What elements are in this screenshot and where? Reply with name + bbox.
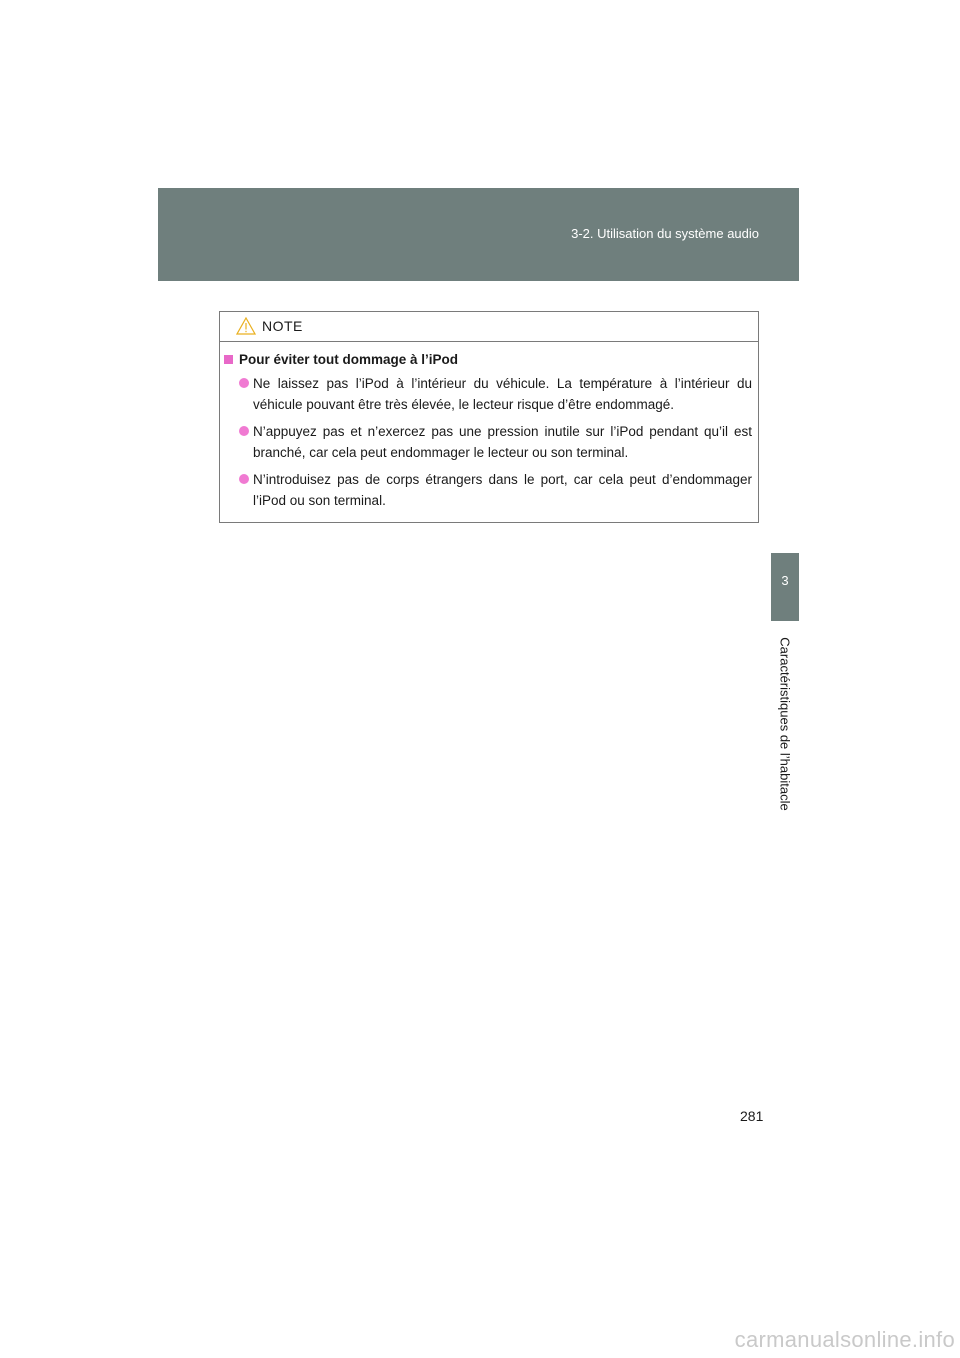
list-item [224, 421, 752, 463]
note-subheading [224, 352, 752, 367]
chapter-number-tab: 3 [771, 553, 799, 621]
list-item [224, 469, 752, 511]
note-subheading-text: Pour éviter tout dommage à l’iPod [239, 352, 459, 367]
note-header [220, 312, 758, 342]
list-item-text: N’appuyez pas et n’exercez pas une pression inutile sur l’iPod pendant qu’il est branché, car cela peut endommager le lecteur ou son terminal. [253, 424, 752, 460]
page-number: 281 [740, 1108, 764, 1124]
header-band [158, 188, 799, 281]
section-title: 3-2. Utilisation du système audio [571, 226, 759, 241]
watermark: carmanualsonline.info [734, 1327, 955, 1352]
bullet-icon [239, 474, 249, 484]
note-box [219, 311, 759, 523]
chapter-label: Caractéristiques de l’habitacle [777, 637, 793, 811]
note-title: NOTE [262, 318, 303, 334]
bullet-icon [239, 378, 249, 388]
bullet-icon [239, 426, 249, 436]
note-body [220, 342, 758, 511]
warning-triangle-icon [236, 317, 256, 335]
list-item-text: Ne laissez pas l’iPod à l’intérieur du véhicule. La température à l’intérieur du véhicule pouvant être très élevée, le lecteur risque d’être endommagé. [253, 376, 752, 412]
square-bullet-icon [224, 355, 233, 364]
list-item [224, 373, 752, 415]
list-item-text: N’introduisez pas de corps étrangers dans le port, car cela peut d’endommager l’iPod ou son terminal. [253, 472, 752, 508]
